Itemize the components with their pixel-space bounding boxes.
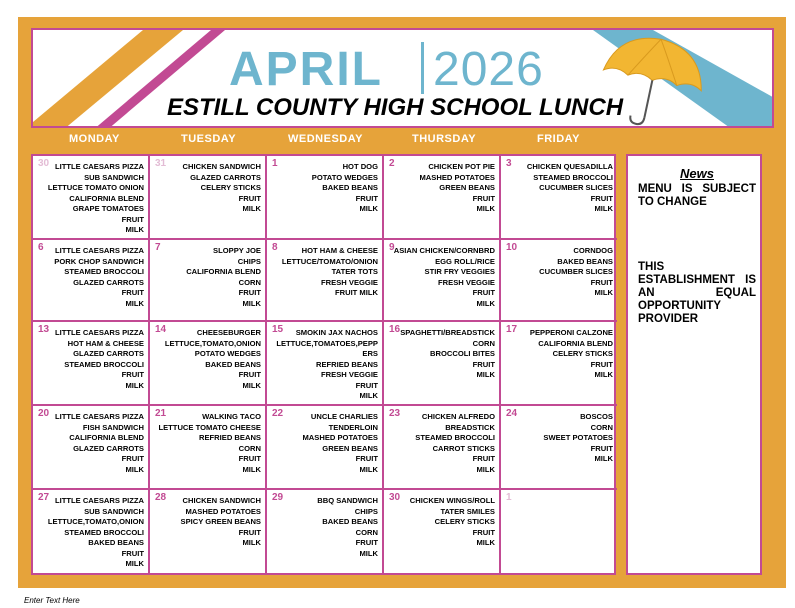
menu-item: FRUIT — [238, 454, 261, 463]
menu-item: MILK — [242, 204, 261, 213]
menu-item: PEPPERONI CALZONE — [529, 328, 613, 337]
day-cell — [33, 490, 150, 573]
weekday-friday: FRIDAY — [537, 133, 580, 145]
menu-item: CHICKEN SANDWICH — [182, 162, 261, 171]
day-number: 1 — [272, 158, 278, 169]
menu-item: STEAMED BROCCOLI — [64, 359, 144, 369]
menu-item: STEAMED BROCCOLI — [64, 267, 144, 276]
menu-item: LITTLE CAESARS PIZZA — [54, 162, 144, 171]
menu-item: MASHED POTATOES — [185, 506, 261, 516]
day-number: 10 — [506, 242, 518, 253]
menu-item: MILK — [125, 464, 144, 474]
menu-item: BBQ SANDWICH — [317, 496, 378, 505]
menu-items — [394, 246, 495, 309]
menu-item: BREADSTICK — [445, 422, 495, 432]
day-number: 30 — [389, 492, 401, 503]
day-cell — [501, 156, 617, 240]
weekday-tuesday: TUESDAY — [181, 133, 237, 145]
menu-items — [419, 162, 495, 215]
menu-items — [415, 412, 495, 475]
menu-item: CUCUMBER SLICES — [539, 183, 613, 192]
day-number: 22 — [272, 408, 284, 419]
day-number: 29 — [272, 492, 284, 503]
day-number: 30 — [38, 158, 50, 169]
menu-item: MASHED POTATOES — [419, 172, 495, 182]
menu-item: MILK — [476, 370, 495, 379]
menu-item: GLAZED CARROTS — [73, 277, 144, 287]
menu-item: MILK — [242, 464, 261, 474]
menu-item: MILK — [594, 204, 613, 213]
menu-item: CORNDOG — [573, 246, 613, 255]
day-cell — [384, 240, 501, 322]
menu-item: FRUIT — [355, 193, 378, 203]
menu-item: UNCLE CHARLIES — [310, 412, 378, 421]
menu-item: BROCCOLI BITES — [430, 349, 495, 358]
menu-item: FRUIT — [590, 277, 613, 287]
menu-item: CORN — [355, 527, 378, 537]
menu-item: HOT DOG — [342, 162, 378, 171]
day-cell — [501, 490, 617, 573]
menu-item: MILK — [594, 454, 613, 463]
day-number: 15 — [272, 324, 284, 335]
menu-item: SUB SANDWICH — [84, 172, 144, 182]
menu-item: SPICY GREEN BEANS — [180, 517, 261, 526]
menu-item: FRUIT — [121, 454, 144, 463]
day-number: 6 — [38, 242, 44, 253]
menu-items — [276, 328, 378, 402]
menu-item: REFRIED BEANS — [315, 359, 378, 369]
menu-item: CELERY STICKS — [200, 183, 261, 192]
menu-item: FRUIT — [238, 370, 261, 379]
menu-item: MILK — [476, 204, 495, 213]
title-divider — [421, 42, 424, 94]
menu-item: MILK — [125, 380, 144, 390]
menu-items — [317, 496, 378, 559]
day-number: 3 — [506, 158, 512, 169]
menu-item: BAKED BEANS — [557, 256, 613, 266]
day-number: 13 — [38, 324, 50, 335]
menu-item: MILK — [476, 464, 495, 474]
day-cell — [267, 490, 384, 573]
menu-item: FISH SANDWICH — [82, 422, 144, 432]
menu-item: CALIFORNIA BLEND — [186, 267, 261, 276]
school-title: ESTILL COUNTY HIGH SCHOOL LUNCH — [167, 94, 624, 121]
menu-item: MILK — [594, 288, 613, 297]
menu-item: STIR FRY VEGGIES — [424, 267, 495, 276]
day-number: 7 — [155, 242, 161, 253]
menu-items — [55, 328, 144, 391]
weekday-wednesday: WEDNESDAY — [288, 133, 363, 145]
menu-item: FRUIT — [121, 548, 144, 558]
menu-item: BAKED BEANS — [322, 183, 378, 192]
menu-item: STEAMED BROCCOLI — [533, 172, 613, 182]
menu-item: LETTUCE/TOMATO/ONION — [281, 256, 378, 266]
menu-item: CHICKEN WINGS/ROLL — [409, 496, 495, 505]
menu-item: SMOKIN JAX NACHOS — [295, 328, 378, 337]
menu-item: CHEESEBURGER — [196, 328, 261, 337]
menu-item: POTATO WEDGES — [311, 172, 378, 182]
menu-item: FRUIT — [238, 288, 261, 297]
menu-item: MILK — [476, 298, 495, 308]
menu-item: FRUIT — [472, 359, 495, 369]
day-cell — [501, 322, 617, 406]
menu-item: MILK — [359, 548, 378, 558]
day-number: 20 — [38, 408, 50, 419]
day-number: 28 — [155, 492, 167, 503]
menu-item: FRUIT — [121, 214, 144, 224]
menu-item: GRAPE TOMATOES — [72, 204, 144, 213]
menu-item: BOSCOS — [580, 412, 613, 421]
menu-item: CORN — [590, 422, 613, 432]
day-cell — [501, 406, 617, 490]
title-month: APRIL — [229, 43, 383, 96]
menu-item: FRUIT — [121, 288, 144, 297]
day-cell — [150, 156, 267, 240]
day-number: 21 — [155, 408, 167, 419]
menu-item: PORK CHOP SANDWICH — [54, 256, 144, 266]
menu-item: FRUIT — [472, 193, 495, 203]
day-number: 17 — [506, 324, 518, 335]
menu-item: LITTLE CAESARS PIZZA — [54, 412, 144, 421]
weekday-thursday: THURSDAY — [412, 133, 477, 145]
menu-item: MILK — [125, 559, 144, 568]
day-number: 1 — [506, 492, 512, 503]
menu-items — [527, 162, 613, 215]
menu-item: CALIFORNIA BLEND — [538, 338, 613, 348]
day-number: 2 — [389, 158, 395, 169]
menu-item: MILK — [359, 204, 378, 213]
menu-item: WALKING TACO — [202, 412, 261, 421]
day-cell — [150, 406, 267, 490]
menu-item: LETTUCE,TOMATOES,PEPP — [276, 338, 378, 348]
menu-item: GREEN BEANS — [439, 183, 495, 192]
menu-item: FRESH VEGGIE — [321, 277, 378, 287]
menu-item: HOT HAM & CHEESE — [67, 338, 144, 348]
menu-item: CALIFORNIA BLEND — [69, 193, 144, 203]
news-title: News — [680, 166, 714, 181]
menu-item: STEAMED BROCCOLI — [415, 433, 495, 442]
menu-item: CHICKEN QUESADILLA — [526, 162, 613, 171]
menu-item: FRUIT — [121, 370, 144, 379]
day-cell — [267, 240, 384, 322]
menu-items — [48, 162, 144, 236]
menu-item: BAKED BEANS — [88, 538, 144, 547]
day-cell — [384, 406, 501, 490]
day-cell — [384, 490, 501, 573]
menu-item: FRUIT — [590, 193, 613, 203]
menu-item: LETTUCE TOMATO ONION — [47, 183, 144, 192]
day-number: 9 — [389, 242, 395, 253]
day-cell — [267, 322, 384, 406]
menu-item: CALIFORNIA BLEND — [69, 433, 144, 442]
menu-item: FRUIT MILK — [334, 288, 378, 297]
menu-item: CHICKEN ALFREDO — [421, 412, 495, 421]
day-number: 27 — [38, 492, 50, 503]
menu-item: CHICKEN SANDWICH — [182, 496, 261, 505]
menu-item: LETTUCE TOMATO CHEESE — [158, 422, 261, 432]
menu-item: LITTLE CAESARS PIZZA — [54, 496, 144, 505]
menu-item: FRUIT — [355, 538, 378, 547]
menu-item: LITTLE CAESARS PIZZA — [54, 328, 144, 337]
menu-item: CORN — [472, 338, 495, 348]
day-cell — [33, 322, 150, 406]
calendar-grid — [31, 154, 616, 575]
menu-item: TENDERLOIN — [328, 422, 378, 432]
menu-item: ERS — [362, 349, 378, 358]
menu-item: GLAZED CARROTS — [73, 349, 144, 358]
menu-item: STEAMED BROCCOLI — [64, 527, 144, 537]
umbrella-icon — [591, 32, 711, 127]
day-cell — [267, 156, 384, 240]
menu-item: GREEN BEANS — [322, 443, 378, 453]
day-cell — [150, 322, 267, 406]
day-number: 31 — [155, 158, 167, 169]
title-year: 2026 — [433, 43, 544, 96]
menu-item: EGG ROLL/RICE — [435, 256, 495, 266]
menu-item: LITTLE CAESARS PIZZA — [54, 246, 144, 255]
weekday-monday: MONDAY — [69, 133, 120, 145]
menu-item: BAKED BEANS — [205, 359, 261, 369]
menu-items — [302, 412, 378, 475]
menu-items — [55, 412, 144, 475]
day-cell — [33, 406, 150, 490]
menu-items — [312, 162, 378, 215]
weekday-header-row — [31, 133, 616, 153]
menu-items — [410, 496, 495, 549]
menu-items — [181, 496, 261, 549]
header-banner — [31, 28, 774, 128]
menu-items — [543, 412, 613, 465]
footer-text[interactable]: Enter Text Here — [24, 596, 80, 605]
menu-item: BAKED BEANS — [322, 517, 378, 526]
menu-item: FRUIT — [238, 193, 261, 203]
menu-item: CARROT STICKS — [432, 443, 495, 453]
menu-item: LETTUCE,TOMATO,ONION — [47, 517, 144, 526]
day-number: 23 — [389, 408, 401, 419]
menu-items — [400, 328, 495, 381]
menu-item: LETTUCE,TOMATO,ONION — [164, 338, 261, 348]
menu-item: MASHED POTATOES — [302, 433, 378, 442]
menu-item: MILK — [242, 538, 261, 547]
menu-item: MILK — [125, 225, 144, 234]
day-cell — [150, 490, 267, 573]
menu-item: ASIAN CHICKEN/CORNBRD — [393, 246, 495, 255]
menu-item: SPAGHETTI/BREADSTICK — [400, 328, 495, 337]
menu-item: MILK — [359, 391, 378, 400]
menu-items — [539, 246, 613, 299]
menu-item: SUB SANDWICH — [84, 506, 144, 516]
day-number: 24 — [506, 408, 518, 419]
menu-items — [165, 328, 261, 391]
menu-item: MILK — [242, 380, 261, 390]
menu-item: TATER TOTS — [331, 267, 378, 276]
menu-item: FRUIT — [472, 527, 495, 537]
menu-item: CUCUMBER SLICES — [539, 267, 613, 276]
day-cell — [33, 240, 150, 322]
menu-item: MILK — [242, 298, 261, 308]
menu-item: FRUIT — [590, 443, 613, 453]
menu-items — [54, 246, 144, 309]
news-menu-note: MENU IS SUBJECT TO CHANGE — [638, 183, 756, 208]
menu-item: MILK — [476, 538, 495, 547]
day-number: 8 — [272, 242, 278, 253]
menu-item: CELERY STICKS — [434, 517, 495, 526]
menu-item: FRUIT — [355, 380, 378, 390]
news-panel — [626, 154, 762, 575]
day-number: 14 — [155, 324, 167, 335]
menu-item: POTATO WEDGES — [194, 349, 261, 358]
menu-item: CHIPS — [354, 506, 378, 516]
menu-item: GLAZED CARROTS — [73, 443, 144, 453]
menu-item: FRESH VEGGIE — [321, 370, 378, 379]
menu-item: FRUIT — [355, 454, 378, 463]
menu-item: CELERY STICKS — [552, 349, 613, 358]
menu-item: MILK — [125, 298, 144, 308]
menu-item: CHIPS — [237, 256, 261, 266]
menu-items — [48, 496, 144, 570]
menu-item: SLOPPY JOE — [213, 246, 261, 255]
menu-item: FRESH VEGGIE — [438, 277, 495, 287]
menu-item: HOT HAM & CHEESE — [301, 246, 378, 255]
day-cell — [33, 156, 150, 240]
menu-item: CHICKEN POT PIE — [428, 162, 495, 171]
menu-item: GLAZED CARROTS — [190, 172, 261, 182]
menu-item: MILK — [359, 464, 378, 474]
menu-items — [183, 162, 261, 215]
menu-item: SWEET POTATOES — [543, 433, 613, 442]
day-cell — [384, 156, 501, 240]
menu-item: FRUIT — [590, 359, 613, 369]
menu-item: FRUIT — [238, 527, 261, 537]
day-number: 16 — [389, 324, 401, 335]
day-cell — [384, 322, 501, 406]
menu-item: CORN — [238, 443, 261, 453]
menu-item: REFRIED BEANS — [198, 433, 261, 442]
menu-item: CORN — [238, 277, 261, 287]
menu-items — [530, 328, 613, 381]
day-cell — [501, 240, 617, 322]
menu-item: MILK — [594, 370, 613, 379]
day-cell — [267, 406, 384, 490]
news-equal-opportunity: THIS ESTABLISHMENT IS AN EQUAL OPPORTUNITY PROVIDER — [638, 261, 756, 325]
menu-items — [158, 412, 261, 475]
menu-item: FRUIT — [472, 454, 495, 463]
menu-item: FRUIT — [472, 288, 495, 297]
menu-items — [186, 246, 261, 309]
menu-items — [282, 246, 378, 299]
menu-item: TATER SMILES — [440, 506, 495, 516]
day-cell — [150, 240, 267, 322]
